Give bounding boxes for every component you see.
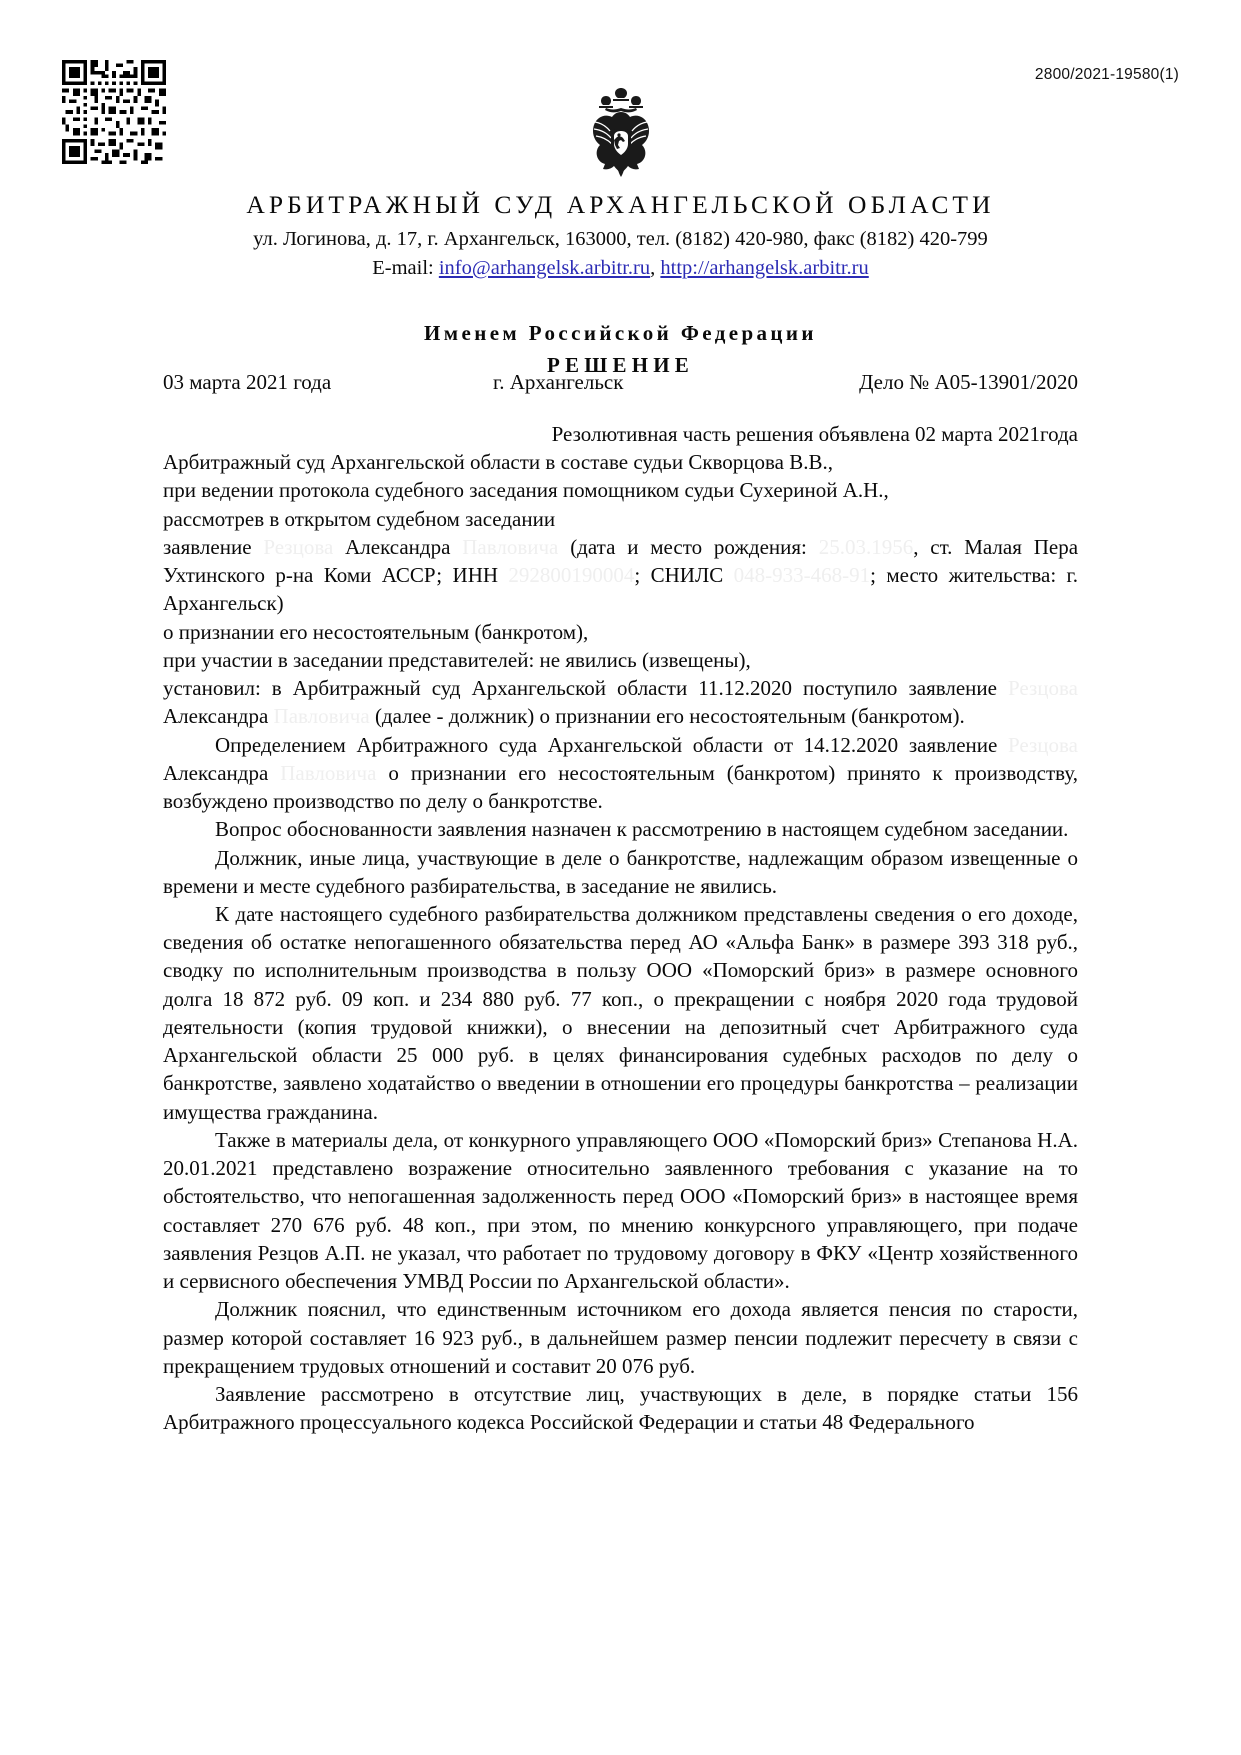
in-name-of-federation: Именем Российской Федерации: [424, 320, 817, 345]
ruling-intro: Определением Арбитражного суда Архангельской области от 14.12.2020 заявление: [215, 732, 998, 757]
redacted-patronymic-3: Павловича: [280, 760, 377, 785]
document-id: 2800/2021-19580(1): [1034, 66, 1179, 83]
application-prefix: заявление: [163, 534, 252, 559]
ruling-tail: о признании его несостоятельным (банкротом) принято к: [388, 760, 943, 785]
residence-value: жительства: г. Архангельск): [163, 563, 1079, 616]
russian-coat-of-arms-icon: [561, 88, 681, 188]
established-paragraph: [163, 674, 1078, 730]
ruling-paragraph: [163, 731, 1078, 816]
qr-code: [62, 60, 166, 164]
decision-date: 03 марта 2021 года: [163, 370, 332, 394]
court-name: АРБИТРАЖНЫЙ СУД АРХАНГЕЛЬСКОЙ ОБЛАСТИ: [246, 190, 995, 219]
email-link[interactable]: info@arhangelsk.arbitr.ru: [438, 256, 651, 279]
established-tail: (далее - должник) о признании его несостоятельным: [374, 704, 846, 729]
redacted-patronymic: Павловича: [462, 534, 559, 559]
snils-label: ; СНИЛС: [634, 563, 724, 588]
paragraph-question-of-validity: Вопрос обоснованности заявления назначен к рассмотрению в настоящем судебном заседании.: [215, 817, 1069, 842]
court-composition: Арбитражный суд Архангельской области в составе судьи Скворцова В.В.,: [163, 450, 834, 475]
established-intro: установил: в Арбитражный суд Архангельской области 11.12.2020 поступило заявление: [163, 676, 997, 701]
ruling-end: производству, возбуждено производство по делу о банкротстве.: [163, 760, 1079, 814]
court-header: [0, 190, 1241, 379]
court-contact-line: [0, 255, 1241, 281]
debtor-first-name: Александра: [345, 534, 451, 559]
application-subject: [163, 533, 1078, 618]
protocol-keeper: при ведении протокола судебного заседания помощником судьи Сухериной А.Н.,: [163, 478, 889, 503]
decision-city: г. Архангельск: [493, 370, 624, 394]
resolutive-part-note: Резолютивная часть решения объявлена 02 марта 2021года: [551, 422, 1078, 446]
decision-title: РЕШЕНИЕ: [547, 353, 694, 378]
birth-info-label: (дата и место рождения:: [570, 534, 807, 559]
residence-label: ; место: [870, 563, 939, 588]
contact-separator: ,: [650, 256, 656, 279]
redacted-birthdate: 25.03.1956: [818, 534, 914, 559]
established-end: (банкротом).: [851, 704, 965, 729]
website-link[interactable]: http://arhangelsk.arbitr.ru: [660, 256, 869, 279]
debtor-first-name-3: Александра: [163, 760, 269, 785]
redacted-surname: Резцова: [263, 534, 334, 559]
debtor-first-name-2: Александра: [163, 704, 269, 729]
about-bankruptcy: о признании его несостоятельным (банкротом),: [163, 619, 589, 644]
case-number: Дело № А05-13901/2020: [859, 370, 1078, 394]
decision-meta-row: [163, 370, 1078, 395]
paragraph-creditor-objection: Также в материалы дела, от конкурного управляющего ООО «Поморский бриз» Степанова Н.А. 20.01.2021 представлено возражение относительно заявленного требования с указание на то обстоятельство, что непогашенная задолженность перед ООО «Поморский бриз» в настоящее время составляет 270 676 руб. 48 коп., при этом, по мнению конкурсного управляющего, при подаче заявления Резцов А.П. не указал, что работает по трудовому договору в ФКУ «Центр хозяйственного и сервисного обеспечения УМВД России по Архангельской области».: [163, 1127, 1078, 1294]
paragraph-parties-absent: Должник, иные лица, участвующие в деле о банкротстве, надлежащим образом извещенные о времени и месте судебного разбирательства, в заседание не явились.: [163, 845, 1078, 898]
paragraph-reviewed-in-absence: Заявление рассмотрено в отсутствие лиц, участвующих в деле, в порядке статьи 156 Арбитражного процессуального кодекса Российской Федерации и статьи 48 Федерального: [163, 1381, 1078, 1435]
paragraph-pension-income: Должник пояснил, что единственным источником его дохода является пенсия по старости, размер которой составляет 16 923 руб., в дальнейшем размер пенсии подлежит пересчету в связи с прекращением трудовых отношений и составит 20 076 руб.: [163, 1297, 1078, 1378]
redacted-snils: 048-933-468-91: [733, 563, 871, 588]
redacted-surname-3: Резцова: [1008, 732, 1079, 757]
redacted-inn: 292800190004: [508, 563, 635, 588]
participants-line: при участии в заседании представителей: не явились (извещены),: [163, 647, 751, 672]
paragraph-evidence-submitted: К дате настоящего судебного разбирательства должником представлены сведения о его доходе, сведения об остатке непогашенного обязательства перед АО «Альфа Банк» в размере 393 318 руб., сводку по исполнительным производства в пользу ООО «Поморский бриз» в размере основного долга 18 872 руб. 09 коп. и 234 880 руб. 77 коп., о прекращении с ноября 2020 года трудовой деятельности (копия трудовой книжки), о внесении на депозитный счет Арбитражного суда Архангельской области 25 000 руб. в целях финансирования судебных расходов по делу о банкротстве, заявлено ходатайство о введении в отношении его процедуры банкротства – реализации имущества гражданина.: [163, 901, 1078, 1124]
birthplace-part-2: Пера Ухтинского р-на Коми АССР; ИНН: [163, 534, 1079, 588]
birthplace-part-1: , ст. Малая: [913, 534, 1022, 559]
decision-body: [163, 420, 1078, 1436]
considered-in-session: рассмотрев в открытом судебном заседании: [163, 506, 556, 531]
email-label: E-mail:: [372, 256, 434, 279]
redacted-patronymic-2: Павловича: [273, 704, 370, 729]
redacted-surname-2: Резцова: [1008, 676, 1078, 701]
court-address: ул. Логинова, д. 17, г. Архангельск, 163000, тел. (8182) 420-980, факс (8182) 420-799: [253, 228, 988, 251]
